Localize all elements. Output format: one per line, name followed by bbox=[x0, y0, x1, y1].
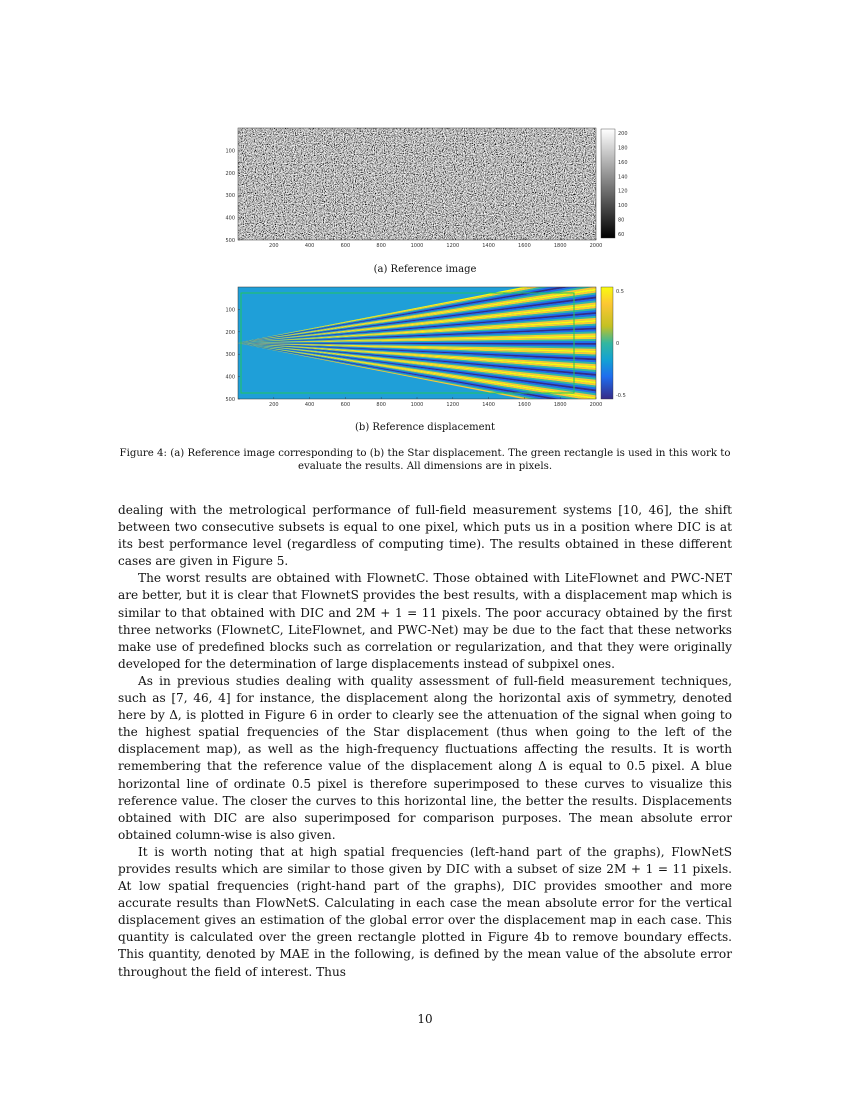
x-tick-label: 800 bbox=[376, 243, 386, 249]
colorbar-tick-label: 0.5 bbox=[616, 289, 624, 295]
y-tick-label: 200 bbox=[225, 170, 235, 177]
x-tick-label: 2000 bbox=[589, 402, 603, 408]
y-tick-label: 100 bbox=[225, 307, 235, 314]
y-tick-label: 400 bbox=[225, 215, 235, 222]
x-tick-label: 1000 bbox=[410, 402, 424, 408]
x-tick-label: 200 bbox=[269, 402, 279, 408]
colorbar-tick-label: 180 bbox=[618, 145, 628, 152]
paragraph-2: The worst results are obtained with FlownetC. Those obtained with LiteFlownet and PWC-NET are better, but it is clear that FlownetS provides the best results, with a displacement map which is similar to that obtained with DIC and 2M + 1 = 11 pixels. The poor accuracy obtained by the first three networks (FlownetC, LiteFlownet, and PWC-Net) may be due to the fact that these networks make use of predefined blocks such as correlation or regularization, and that they were originally developed for the determination of large displacements instead of subpixel ones. bbox=[118, 571, 732, 671]
colorbar-tick-label: 140 bbox=[618, 174, 628, 181]
subfig-b-colorbar-ticks bbox=[616, 289, 626, 399]
x-tick-label: 200 bbox=[269, 243, 279, 249]
paragraph-4: It is worth noting that at high spatial frequencies (left-hand part of the graphs), FlowNetS provides results which are similar to those given by DIC with a subset of size 2M + 1 = 11 pixels. At low spatial frequencies (right-hand part of the graphs), DIC provides smoother and more accurate results than FlowNetS. Calculating in each case the mean absolute error for the vertical displacement gives an estimation of the global error over the displacement map in each case. This quantity is calculated over the green rectangle plotted in Figure 4b to remove boundary effects. This quantity, denoted by MAE in the following, is defined by the mean value of the absolute error throughout the field of interest. Thus bbox=[118, 844, 732, 979]
y-tick-label: 500 bbox=[225, 238, 235, 244]
colorbar-tick-label: -0.5 bbox=[616, 393, 626, 399]
x-tick-label: 1000 bbox=[410, 243, 424, 249]
colorbar-tick-label: 120 bbox=[618, 188, 628, 195]
subfig-b-caption: (b) Reference displacement bbox=[355, 422, 495, 433]
x-tick-label: 1800 bbox=[553, 402, 567, 408]
colorbar-tick-label: 80 bbox=[618, 217, 625, 224]
paragraph-3: As in previous studies dealing with quality assessment of full-field measurement techniques, such as [7, 46, 4] for instance, the displacement along the horizontal axis of symmetry, denoted here by Δ, is plotted in Figure 6 in order to clearly see the attenuation of the signal when going to the highest spatial frequencies of the Star displacement (thus when going to the left of the displacement map), as well as the high-frequency fluctuations affecting the results. It is worth remembering that the reference value of the displacement along Δ is equal to 0.5 pixel. A blue horizontal line of ordinate 0.5 pixel is therefore superimposed to these curves to visualize this reference value. The closer the curves to this horizontal line, the better the results. Displacements obtained with DIC are also superimposed for comparison purposes. The mean absolute error obtained column-wise is also given. bbox=[118, 673, 732, 842]
y-tick-label: 300 bbox=[225, 352, 235, 359]
subfig-a-colorbar-ticks bbox=[618, 131, 628, 238]
page-number: 10 bbox=[417, 1012, 433, 1026]
colorbar-tick-label: 0 bbox=[616, 341, 620, 347]
body-text bbox=[118, 502, 732, 981]
subfig-a-caption: (a) Reference image bbox=[373, 264, 477, 275]
x-tick-label: 1800 bbox=[553, 243, 567, 249]
x-tick-label: 2000 bbox=[589, 243, 603, 249]
y-tick-label: 500 bbox=[225, 397, 235, 403]
y-tick-label: 100 bbox=[225, 148, 235, 155]
y-tick-label: 400 bbox=[225, 374, 235, 381]
x-tick-label: 1400 bbox=[482, 402, 495, 408]
x-tick-label: 600 bbox=[340, 243, 351, 249]
subfig-b-colorbar bbox=[601, 287, 613, 399]
figure-caption: Figure 4: (a) Reference image corresponding to (b) the Star displacement. The green rectangle is used in this work to evaluate the results. All dimensions are in pixels. bbox=[119, 448, 731, 472]
x-tick-label: 1600 bbox=[518, 402, 531, 408]
x-tick-label: 800 bbox=[376, 402, 386, 408]
colorbar-tick-label: 160 bbox=[618, 159, 628, 166]
colorbar-tick-label: 100 bbox=[618, 203, 628, 210]
subfig-a-image bbox=[238, 128, 596, 240]
x-tick-label: 400 bbox=[304, 243, 315, 249]
x-tick-label: 400 bbox=[304, 402, 315, 408]
x-tick-label: 600 bbox=[340, 402, 351, 408]
subfig-a-colorbar bbox=[601, 129, 615, 238]
colorbar-tick-label: 200 bbox=[618, 131, 628, 137]
y-tick-label: 200 bbox=[225, 329, 235, 336]
subfig-b-displacement-map bbox=[236, 263, 656, 424]
colorbar-tick-label: 60 bbox=[618, 232, 625, 238]
x-tick-label: 1400 bbox=[482, 243, 495, 249]
x-tick-label: 1600 bbox=[518, 243, 531, 249]
y-tick-label: 300 bbox=[225, 193, 235, 200]
figure-4 bbox=[0, 0, 850, 490]
x-tick-label: 1200 bbox=[446, 243, 460, 249]
x-tick-label: 1200 bbox=[446, 402, 460, 408]
paragraph-1: dealing with the metrological performance of full-field measurement systems [10, 46], the shift between two consecutive subsets is equal to one pixel, which puts us in a position where DIC is at its best performance level (regardless of computing time). The results obtained in these different cases are given in Figure 5. bbox=[118, 503, 732, 569]
